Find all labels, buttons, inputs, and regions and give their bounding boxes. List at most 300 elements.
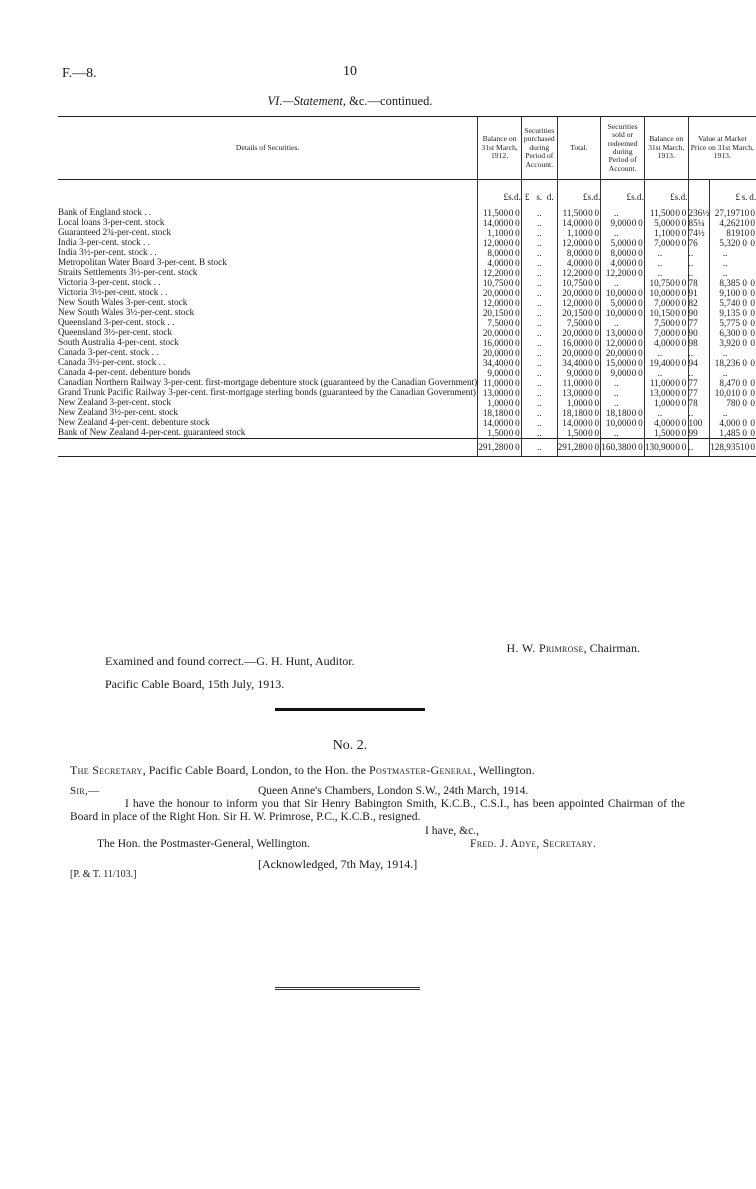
cell-pounds: 9,100 xyxy=(710,288,740,298)
cell-pounds: 18,180 xyxy=(478,408,508,418)
cell-pounds: 12,000 xyxy=(601,338,631,348)
cell-pence: 0 xyxy=(515,248,520,258)
cell-pounds: 11,000 xyxy=(644,378,674,388)
cell-pence: 0 xyxy=(515,348,520,358)
cell-pence: 0 xyxy=(594,278,600,288)
cell-pence: 0 xyxy=(594,298,600,308)
cell-price: 90 xyxy=(688,308,710,318)
cell-shillings: 0 xyxy=(588,398,593,408)
cell-shillings: 0 xyxy=(588,408,593,418)
cell-purchased: .. xyxy=(521,308,557,318)
cell-purchased: .. xyxy=(521,318,557,328)
cell-pounds: 5,000 xyxy=(601,238,631,248)
cell-price: 74½ xyxy=(688,228,710,238)
cell-pounds: 14,000 xyxy=(478,418,508,428)
cell-pence: 0 xyxy=(750,328,755,338)
cell-price: 82 xyxy=(688,298,710,308)
cell-price: 99 xyxy=(688,428,710,439)
cell-pence: 0 xyxy=(638,238,643,248)
total-row xyxy=(58,439,756,457)
cell-shillings: 0 xyxy=(508,258,514,268)
cell-shillings: 0 xyxy=(508,378,514,388)
cell-shillings: 0 xyxy=(631,268,637,278)
chairman-signature xyxy=(507,641,640,656)
cell-pounds: 160,380 xyxy=(601,439,631,457)
cell-shillings: 0 xyxy=(742,308,747,318)
cell-pounds: 10,750 xyxy=(557,278,587,288)
cell-pounds: 20,000 xyxy=(601,348,631,358)
cell-empty: .. xyxy=(710,248,740,258)
cell-shillings: 0 xyxy=(588,228,593,238)
cell-empty: .. xyxy=(710,348,740,358)
cell-pounds: 11,500 xyxy=(478,208,508,218)
file-reference: [P. & T. 11/103.] xyxy=(70,869,137,880)
cell-purchased: .. xyxy=(521,278,557,288)
chairman-name: H. W. Primrose xyxy=(506,641,584,655)
cell-price: 77 xyxy=(688,388,710,398)
cell-pence: 0 xyxy=(594,238,600,248)
cell-price: 91 xyxy=(688,288,710,298)
cell-price: .. xyxy=(688,248,710,258)
unit-d: d. xyxy=(637,192,644,202)
letter-sender: Fred. J. Adye, Secretary. xyxy=(470,838,597,850)
security-name: Queensland 3½-per-cent. stock xyxy=(58,327,173,337)
cell-pence: 0 xyxy=(594,218,600,228)
cell-pounds: 14,000 xyxy=(557,418,587,428)
letter-closing: I have, &c., xyxy=(425,825,479,837)
cell-pounds: 1,100 xyxy=(478,228,508,238)
cell-pence: 0 xyxy=(638,338,643,348)
unit-s: s. xyxy=(536,192,543,202)
cell-shillings: 0 xyxy=(588,428,593,438)
col-details: Details of Securities. xyxy=(58,117,478,180)
cell-pence: 0 xyxy=(594,358,600,368)
cell-shillings: 0 xyxy=(742,278,747,288)
cell-shillings: 0 xyxy=(588,268,593,278)
cell-pence: 0 xyxy=(638,328,643,338)
cell-pence: 0 xyxy=(515,228,520,238)
cell-price: .. xyxy=(688,348,710,358)
cell-pence: 0 xyxy=(638,348,643,358)
cell-shillings: 0 xyxy=(508,388,514,398)
letter-heading xyxy=(70,763,535,778)
end-divider xyxy=(275,987,420,990)
cell-pounds: 20,000 xyxy=(478,328,508,338)
security-name: Straits Settlements 3½-per-cent. stock xyxy=(58,267,198,277)
cell-shillings: 0 xyxy=(508,218,514,228)
cell-pence: 0 xyxy=(515,278,520,288)
cell-pence: 0 xyxy=(638,358,643,368)
cell-pence: 0 xyxy=(514,439,521,457)
security-name: Canadian Northern Railway 3-per-cent. first-mortgage debenture stock (guaranteed by the Canadian Government) xyxy=(58,377,478,387)
table-row xyxy=(58,238,756,248)
cell-purchased: .. xyxy=(521,338,557,348)
cell-shillings: 0 xyxy=(675,439,681,457)
cell-shillings: 0 xyxy=(508,298,514,308)
cell-purchased: .. xyxy=(521,378,557,388)
cell-pence: 0 xyxy=(594,208,600,218)
cell-pounds: 4,000 xyxy=(478,258,508,268)
col-market-value: Value at Market Price on 31st March, 1913. xyxy=(688,117,756,180)
cell-pence: 0 xyxy=(638,248,643,258)
security-name: Canada 3-per-cent. stock . . xyxy=(58,347,159,357)
cell-purchased: .. xyxy=(521,348,557,358)
cell-pence: 0 xyxy=(750,228,755,238)
cell-shillings: 0 xyxy=(631,258,637,268)
cell-shillings: 0 xyxy=(675,358,680,368)
cell-pounds: 1,000 xyxy=(557,398,587,408)
cell-shillings: 0 xyxy=(742,288,747,298)
cell-pounds: 20,000 xyxy=(478,348,508,358)
cell-pounds: 10,750 xyxy=(644,278,674,288)
cell-shillings: 0 xyxy=(675,228,680,238)
table-row xyxy=(58,228,756,238)
cell-pounds: 11,500 xyxy=(557,208,587,218)
cell-pounds: 34,400 xyxy=(478,358,508,368)
cell-shillings: 0 xyxy=(588,439,594,457)
cell-shillings: 0 xyxy=(508,328,514,338)
cell-shillings: 0 xyxy=(675,238,680,248)
cell-shillings: 0 xyxy=(631,368,637,378)
cell-pounds: 34,400 xyxy=(557,358,587,368)
cell-price: 98 xyxy=(688,338,710,348)
cell-empty: .. xyxy=(601,278,631,288)
cell-price: 77 xyxy=(688,378,710,388)
cell-empty: .. xyxy=(601,428,631,439)
cell-pence: 0 xyxy=(515,308,520,318)
cell-pence: 0 xyxy=(750,238,755,248)
cell-pounds: 7,500 xyxy=(557,318,587,328)
cell-pence: 0 xyxy=(594,388,600,398)
cell-shillings: 0 xyxy=(631,408,637,418)
sender-address: Queen Anne's Chambers, London S.W., 24th March, 1914. xyxy=(258,785,529,797)
cell-pence: 0 xyxy=(681,358,687,368)
col-balance-1913: Balance on 31st March, 1913. xyxy=(644,117,688,180)
cell-pence: 0 xyxy=(750,428,755,438)
auditor-note: Examined and found correct.—G. H. Hunt, Auditor. xyxy=(105,654,355,668)
cell-price: 85¼ xyxy=(688,218,710,228)
letter-addressee: The Hon. the Postmaster-General, Wellington. xyxy=(97,838,310,850)
cell-pounds: 20,000 xyxy=(557,348,587,358)
cell-purchased: .. xyxy=(521,418,557,428)
cell-pence: 0 xyxy=(515,208,520,218)
cell-pence: 0 xyxy=(681,398,687,408)
unit-pound: £ xyxy=(557,180,587,205)
cell-shillings: 0 xyxy=(631,248,637,258)
cell-pounds: 780 xyxy=(710,398,740,408)
cell-purchased: .. xyxy=(521,248,557,258)
cell-pence: 0 xyxy=(750,208,755,218)
table-row xyxy=(58,428,756,439)
cell-pounds: 13,000 xyxy=(557,388,587,398)
cell-pence: 0 xyxy=(681,288,687,298)
cell-price: .. xyxy=(688,258,710,268)
unit-pound: £ xyxy=(524,192,530,202)
col-purchased: Securities purchased during Period of Account. xyxy=(521,117,557,180)
cell-pence: 0 xyxy=(749,439,756,457)
cell-price: 77 xyxy=(688,318,710,328)
cell-shillings: 0 xyxy=(508,278,514,288)
cell-price: .. xyxy=(688,368,710,378)
cell-pounds: 819 xyxy=(710,228,740,238)
cell-shillings: 0 xyxy=(588,368,593,378)
unit-s: s. xyxy=(741,192,748,202)
cell-pence: 0 xyxy=(594,318,600,328)
cell-pence: 0 xyxy=(515,428,520,438)
security-name: Local loans 3-per-cent. stock xyxy=(58,217,165,227)
cell-pence: 0 xyxy=(594,338,600,348)
cell-shillings: 0 xyxy=(631,338,637,348)
cell-pounds: 11,000 xyxy=(557,378,587,388)
cell-pence: 0 xyxy=(638,268,643,278)
cell-pence: 0 xyxy=(594,268,600,278)
cell-pounds: 4,000 xyxy=(557,258,587,268)
unit-d: d. xyxy=(593,192,601,202)
cell-pounds: 1,485 xyxy=(710,428,740,439)
security-name: New South Wales 3½-per-cent. stock xyxy=(58,307,195,317)
cell-pence: 0 xyxy=(750,358,755,368)
cell-shillings: 0 xyxy=(588,338,593,348)
cell-empty: .. xyxy=(601,378,631,388)
cell-purchased: .. xyxy=(521,368,557,378)
cell-pounds: 5,000 xyxy=(601,298,631,308)
cell-shillings: 0 xyxy=(742,328,747,338)
cell-pence: 0 xyxy=(638,418,643,428)
cell-pence: 0 xyxy=(515,318,520,328)
cell-purchased: .. xyxy=(521,288,557,298)
cell-pence: 0 xyxy=(515,358,520,368)
cell-pence: 0 xyxy=(594,428,600,438)
cell-purchased: .. xyxy=(521,428,557,439)
cell-pence: 0 xyxy=(750,298,755,308)
cell-pounds: 6,300 xyxy=(710,328,740,338)
cell-pence: 0 xyxy=(750,218,755,228)
cell-shillings: 0 xyxy=(675,208,680,218)
cell-pence: 0 xyxy=(681,318,687,328)
cell-shillings: 0 xyxy=(631,348,637,358)
cell-pounds: 20,000 xyxy=(557,328,587,338)
security-name: Grand Trunk Pacific Railway 3-per-cent. first-mortgage sterling bonds (guaranteed by the Canadian Government) xyxy=(58,387,476,397)
cell-price: .. xyxy=(688,408,710,418)
cell-shillings: 0 xyxy=(508,439,514,457)
cell-shillings: 0 xyxy=(742,318,747,328)
col-total: Total. xyxy=(557,117,601,180)
unit-d: d. xyxy=(513,192,521,202)
salutation: Sir,— xyxy=(70,785,100,797)
cell-pounds: 1,500 xyxy=(557,428,587,439)
cell-pounds: 16,000 xyxy=(478,338,508,348)
cell-pounds: 1,000 xyxy=(478,398,508,408)
cell-shillings: 0 xyxy=(631,439,637,457)
cell-shillings: 0 xyxy=(631,298,637,308)
cell-empty: .. xyxy=(644,368,674,378)
cell-pence: 0 xyxy=(515,258,520,268)
cell-pounds: 16,000 xyxy=(557,338,587,348)
cell-shillings: 0 xyxy=(742,378,747,388)
cell-purchased: .. xyxy=(521,398,557,408)
cell-pence: 0 xyxy=(594,288,600,298)
cell-pounds: 12,200 xyxy=(601,268,631,278)
cell-pounds: 7,000 xyxy=(644,328,674,338)
cell-pence: 0 xyxy=(681,328,687,338)
statement-title-rest: &c.—continued. xyxy=(346,94,433,108)
document-code: F.—8. xyxy=(62,66,97,81)
security-name xyxy=(58,439,478,457)
cell-shillings: 0 xyxy=(631,418,637,428)
cell-pence: 0 xyxy=(515,338,520,348)
cell-shillings: 0 xyxy=(588,258,593,268)
letter-body: I have the honour to inform you that Sir Henry Babington Smith, K.C.B., C.S.I., has been appointed Chairman of the Board in place of the Right Hon. Sir H. W. Primrose, P.C., K.C.B., resigned. xyxy=(70,798,685,823)
cell-shillings: 0 xyxy=(588,238,593,248)
cell-pounds: 9,000 xyxy=(601,218,631,228)
cell-purchased: .. xyxy=(521,238,557,248)
cell-pence: 0 xyxy=(681,378,687,388)
cell-shillings: 0 xyxy=(588,348,593,358)
cell-shillings: 0 xyxy=(631,238,637,248)
cell-pence: 0 xyxy=(681,228,687,238)
table-header-row xyxy=(58,117,756,180)
cell-pence: 0 xyxy=(515,408,520,418)
cell-pence: 0 xyxy=(638,408,643,418)
cell-pounds: 18,180 xyxy=(601,408,631,418)
unit-s: s. xyxy=(587,192,594,202)
cell-shillings: 0 xyxy=(742,298,747,308)
cell-pence: 0 xyxy=(515,238,520,248)
security-name: Queensland 3-per-cent. stock . . xyxy=(58,317,175,327)
letter-number: No. 2. xyxy=(332,738,368,753)
cell-pounds: 5,000 xyxy=(644,218,674,228)
cell-pounds: 18,236 xyxy=(710,358,740,368)
cell-price: 78 xyxy=(688,398,710,408)
cell-pounds: 9,135 xyxy=(710,308,740,318)
cell-pounds: 7,500 xyxy=(644,318,674,328)
cell-shillings: 0 xyxy=(675,288,680,298)
cell-pence: 0 xyxy=(638,368,643,378)
cell-pence: 0 xyxy=(681,278,687,288)
col-balance-1912: Balance on 31st March, 1912. xyxy=(478,117,522,180)
cell-shillings: 0 xyxy=(588,248,593,258)
cell-empty: .. xyxy=(601,228,631,238)
cell-pence: 0 xyxy=(515,268,520,278)
cell-pence: 0 xyxy=(594,258,600,268)
security-name: Metropolitan Water Board 3-per-cent. B stock xyxy=(58,257,227,267)
security-name: India 3-per-cent. stock . . xyxy=(58,237,150,247)
cell-pounds: 12,200 xyxy=(478,268,508,278)
unit-pound: £ xyxy=(601,180,631,205)
cell-shillings: 0 xyxy=(675,328,680,338)
security-name: Victoria 3-per-cent. stock . . xyxy=(58,277,161,287)
cell-shillings: 0 xyxy=(508,338,514,348)
cell-shillings: 10 xyxy=(740,228,750,238)
cell-pence: 0 xyxy=(515,288,520,298)
cell-pounds: 1,500 xyxy=(478,428,508,439)
security-name: New Zealand 3-per-cent. stock xyxy=(58,397,172,407)
cell-shillings: 0 xyxy=(588,358,593,368)
cell-pounds: 12,000 xyxy=(478,298,508,308)
cell-pounds: 1,100 xyxy=(557,228,587,238)
cell-purchased: .. xyxy=(521,258,557,268)
unit-pound: £ xyxy=(644,180,674,205)
unit-d: d. xyxy=(680,192,688,202)
chairman-title: , Chairman. xyxy=(583,641,640,655)
cell-shillings: 0 xyxy=(508,208,514,218)
security-name: Bank of England stock . . xyxy=(58,207,152,217)
cell-pounds: 12,000 xyxy=(557,298,587,308)
cell-pounds: 12,000 xyxy=(557,238,587,248)
cell-pence: 0 xyxy=(515,368,520,378)
cell-pence: 0 xyxy=(750,318,755,328)
unit-d: d. xyxy=(749,192,756,202)
cell-empty: .. xyxy=(601,398,631,408)
cell-pence: 0 xyxy=(593,439,600,457)
cell-empty: .. xyxy=(710,258,740,268)
cell-pounds: 8,470 xyxy=(710,378,740,388)
cell-empty: .. xyxy=(644,258,674,268)
cell-pounds: 18,180 xyxy=(557,408,587,418)
unit-s: s. xyxy=(674,192,681,202)
cell-shillings: 0 xyxy=(675,298,680,308)
page-number: 10 xyxy=(343,64,357,79)
unit-d: d. xyxy=(546,192,554,202)
security-name: Canada 3½-per-cent. stock . . xyxy=(58,357,166,367)
cell-pence: 0 xyxy=(638,288,643,298)
cell-pounds: 7,000 xyxy=(644,238,674,248)
cell-empty: .. xyxy=(601,318,631,328)
unit-s: s. xyxy=(631,192,638,202)
cell-shillings: 0 xyxy=(508,248,514,258)
cell-pence: 0 xyxy=(681,308,687,318)
cell-price: 100 xyxy=(688,418,710,428)
cell-pounds: 1,100 xyxy=(644,228,674,238)
cell-price: 94 xyxy=(688,358,710,368)
securities-table xyxy=(58,116,756,457)
security-name: Canada 4-per-cent. debenture bonds xyxy=(58,367,191,377)
cell-pence: 0 xyxy=(637,439,644,457)
cell-pounds: 20,150 xyxy=(557,308,587,318)
cell-pence: 0 xyxy=(681,439,688,457)
cell-pence: 0 xyxy=(681,208,687,218)
cell-pounds: 20,000 xyxy=(478,288,508,298)
cell-pence: 0 xyxy=(681,238,687,248)
cell-shillings: 0 xyxy=(588,208,593,218)
cell-shillings: 0 xyxy=(508,358,514,368)
cell-shillings: 0 xyxy=(675,388,680,398)
cell-pounds: 8,385 xyxy=(710,278,740,288)
from-title: The Secretary xyxy=(70,763,143,777)
cell-pence: 0 xyxy=(681,418,687,428)
security-name: New South Wales 3-per-cent. stock xyxy=(58,297,188,307)
cell-pounds: 11,500 xyxy=(644,208,674,218)
cell-pence: 0 xyxy=(594,398,600,408)
cell-shillings: 0 xyxy=(675,338,680,348)
unit-s: s. xyxy=(508,192,514,202)
cell-pounds: 27,197 xyxy=(710,208,740,218)
cell-pounds: 12,200 xyxy=(557,268,587,278)
cell-pounds: 10,750 xyxy=(478,278,508,288)
cell-pounds: 4,000 xyxy=(601,258,631,268)
cell-pence: 0 xyxy=(515,298,520,308)
cell-pounds: 1,500 xyxy=(644,428,674,439)
cell-pounds: 14,000 xyxy=(478,218,508,228)
cell-shillings: 0 xyxy=(742,238,747,248)
cell-shillings: 0 xyxy=(508,418,514,428)
cell-purchased: .. xyxy=(521,298,557,308)
cell-shillings: 0 xyxy=(508,408,514,418)
cell-shillings: 0 xyxy=(742,358,747,368)
cell-shillings: 0 xyxy=(631,308,637,318)
cell-shillings: 0 xyxy=(675,318,680,328)
cell-pounds: 19,400 xyxy=(644,358,674,368)
